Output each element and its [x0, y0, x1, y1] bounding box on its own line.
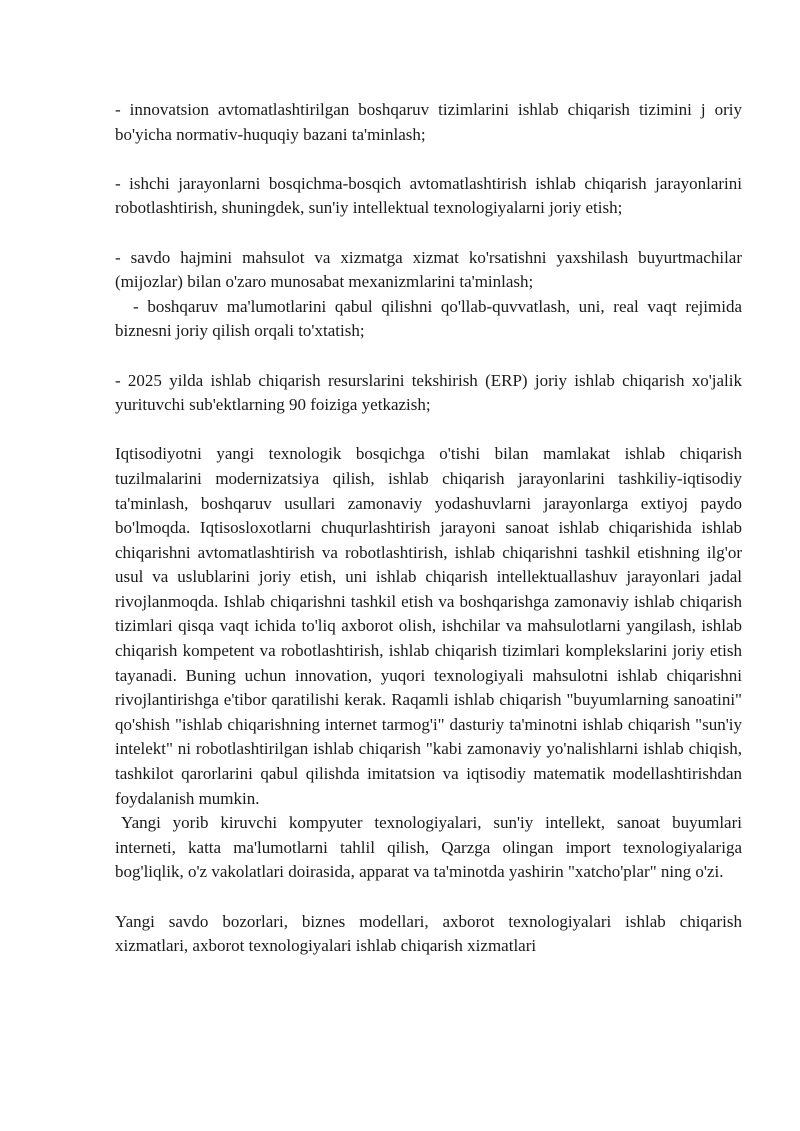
document-page [115, 98, 742, 959]
paragraph-bullet-4: - boshqaruv ma'lumotlarini qabul qilishni qo'llab-quvvatlash, uni, real vaqt rejimida biznesni joriy qilish orqali to'xtatish; [115, 296, 742, 341]
paragraph-bullet-1: - innovatsion avtomatlashtirilgan boshqaruv tizimlarini ishlab chiqarish tizimini j oriy bo'yicha normativ-huquqiy bazani ta'minlash; [115, 100, 742, 144]
paragraph-bullet-5: - 2025 yilda ishlab chiqarish resurslarini tekshirish (ERP) joriy ishlab chiqarish xo'jalik yurituvchi sub'ektlarning 90 foiziga yetkazish; [115, 370, 742, 415]
paragraph-bullet-2: - ishchi jarayonlarni bosqichma-bosqich avtomatlashtirish ishlab chiqarish jarayonlarini robotlashtirish, shuningdek, sun'iy intellektual texnologiyalarni joriy etish; [115, 173, 742, 218]
paragraph-body-3: Yangi savdo bozorlari, biznes modellari, axborot texnologiyalari ishlab chiqarish xizmatlari, axborot texnologiyalari ishlab chiqarish xizmatlari [115, 911, 742, 956]
paragraph-body-1: Iqtisodiyotni yangi texnologik bosqichga o'tishi bilan mamlakat ishlab chiqarish tuzilmalarini modernizatsiya qilish, ishlab chiqarish jarayonlarini tashkiliy-iqtisodiy ta'minlash, boshqaruv usullari zamonaviy yodashuvlarni jarayonlarga extiyoj paydo bo'lmoqda. Iqtisosloxotlarni chuqurlashtirish jarayoni sanoat ishlab chiqarishida ishlab chiqarishni avtomatlashtirish va robotlashtirish, ishlab chiqarishni tashkil etishning ilg'or usul va uslublarini joriy etish, uni ishlab chiqarish intellektuallashuv jarayonlari jadal rivojlanmoqda. Ishlab chiqarishni tashkil etish va boshqarishga zamonaviy ishlab chiqarish tizimlari qisqa vaqt ichida to'liq axborot olish, ishchilar va mahsulotlarni yangilash, ishlab chiqarish kompetent va robotlashtirish, ishlab chiqarish tizimlari komplekslarini joriy etish tayanadi. Buning uchun innovation, yuqori texnologiyali mahsulotni ishlab chiqarishni rivojlantirishga e'tibor qaratilishi kerak. Raqamli ishlab chiqarish "buyumlarning sanoatini" qo'shish "ishlab chiqarishning internet tarmog'i" dasturiy ta'minotni ishlab chiqarish "sun'iy intelekt" ni robotlashtirilgan ishlab chiqarish "kabi zamonaviy yo'nalishlarni ishlab chiqish, tashkilot qarorlarini qabul qilishda imitatsion va iqtisodiy matematik modellashtirishdan foydalanish mumkin. [115, 444, 742, 808]
paragraph-body-2: Yangi yorib kiruvchi kompyuter texnologiyalari, sun'iy intellekt, sanoat buyumlari interneti, katta ma'lumotlarni tahlil qilish, Qarzga olingan import texnologiyalariga bog'liqlik, o'z vakolatlari doirasida, apparat va ta'minotda yashirin "xatcho'plar" ning o'zi. [115, 813, 742, 882]
paragraph-bullet-3: - savdo hajmini mahsulot va xizmatga xizmat ko'rsatishni yaxshilash buyurtmachilar (mijozlar) bilan o'zaro munosabat mexanizmlarini ta'minlash; [115, 247, 742, 292]
